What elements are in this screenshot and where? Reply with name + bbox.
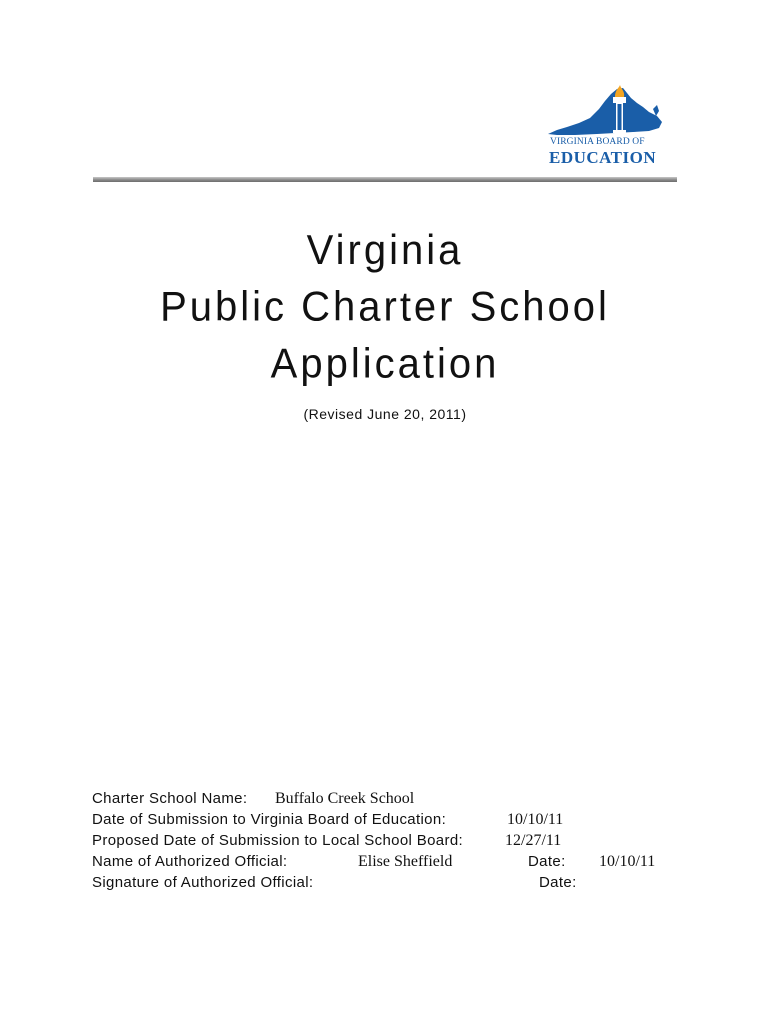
board-date-label: Date of Submission to Virginia Board of Education:	[92, 811, 447, 828]
title-line-2: Public Charter School	[160, 283, 610, 331]
signature-row	[92, 872, 577, 893]
official-date-value: 10/10/11	[599, 853, 656, 870]
official-name-value: Elise Sheffield	[358, 853, 453, 870]
local-submission-row	[92, 830, 562, 851]
revision-date: (Revised June 20, 2011)	[303, 406, 467, 422]
virginia-state-icon	[545, 85, 670, 140]
signature-date-label: Date:	[539, 874, 577, 891]
official-label: Name of Authorized Official:	[92, 853, 288, 870]
virginia-board-of-education-logo	[545, 85, 670, 170]
school-name-value: Buffalo Creek School	[275, 790, 415, 807]
local-date-label: Proposed Date of Submission to Local School Board:	[92, 832, 464, 849]
logo-text-line2: EDUCATION	[549, 148, 657, 167]
official-date-label: Date:	[528, 853, 566, 870]
document-title	[0, 222, 770, 392]
title-line-1: Virginia	[306, 227, 464, 274]
board-submission-row	[92, 809, 564, 830]
authorized-official-row	[92, 851, 656, 872]
school-name-label: Charter School Name:	[92, 790, 248, 807]
signature-label: Signature of Authorized Official:	[92, 874, 314, 891]
logo-text-line1: VIRGINIA BOARD OF	[550, 137, 645, 147]
application-info-block	[92, 788, 656, 893]
school-name-row	[92, 788, 463, 809]
title-line-3: Application	[270, 340, 500, 387]
local-date-value: 12/27/11	[505, 832, 562, 849]
header-divider	[93, 177, 677, 182]
board-date-value: 10/10/11	[507, 811, 564, 828]
